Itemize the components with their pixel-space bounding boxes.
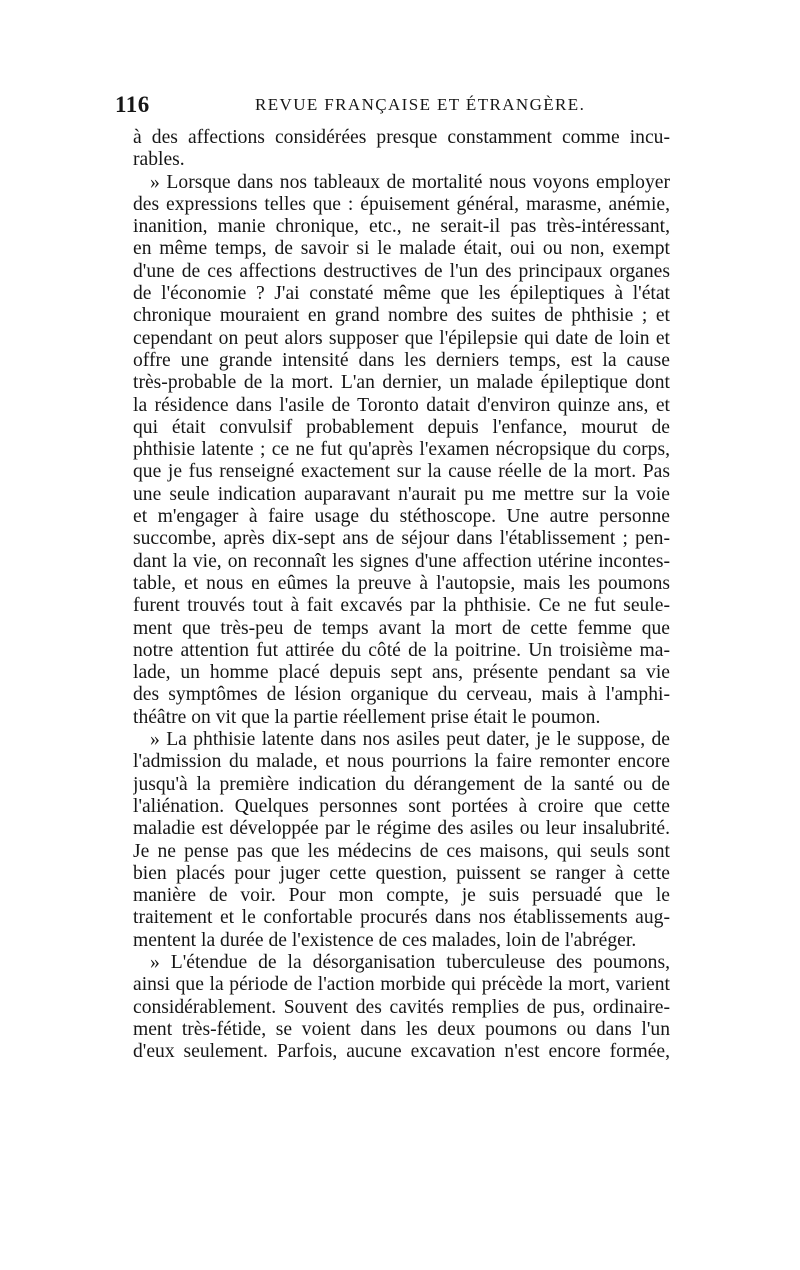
text-line: manière de voir. Pour mon compte, je suis persuadé que le [133,885,670,907]
text-line: bien placés pour juger cette question, puissent se ranger à cette [133,862,670,884]
page-number: 116 [115,92,150,117]
text-line: ainsi que la période de l'action morbide qui précède la mort, varient [133,974,670,996]
text-line: la résidence dans l'asile de Toronto datait d'environ quinze ans, et [133,394,670,416]
text-line: inanition, manie chronique, etc., ne serait-il pas très-intéressant, [133,216,670,238]
text-line: » L'étendue de la désorganisation tuberculeuse des poumons, [150,951,670,973]
text-line: ment très-fétide, se voient dans les deux poumons ou dans l'un [133,1018,670,1040]
text-line: de l'économie ? J'ai constaté même que les épileptiques à l'état [133,283,670,305]
text-line: et m'engager à faire usage du stéthoscope. Une autre personne [133,506,670,528]
text-line: succombe, après dix-sept ans de séjour dans l'établissement ; pen- [133,528,670,550]
running-head [115,92,685,122]
text-line: à des affections considérées presque constamment comme incu- [133,127,670,148]
text-line: très-probable de la mort. L'an dernier, un malade épileptique dont [133,372,670,394]
text-line: qui était convulsif probablement depuis l'enfance, mourut de [133,416,670,438]
text-line: considérablement. Souvent des cavités remplies de pus, ordinaire- [133,996,670,1018]
text-line: des expressions telles que : épuisement général, marasme, anémie, [133,193,670,215]
text-line: théâtre on vit que la partie réellement prise était le poumon. [133,706,601,728]
text-line: Je ne pense pas que les médecins de ces maisons, qui seuls sont [133,840,670,862]
text-line: chronique mouraient en grand nombre des suites de phthisie ; et [133,305,670,327]
text-line: offre une grande intensité dans les derniers temps, est la cause [133,349,670,371]
text-line: maladie est développée par le régime des asiles ou leur insalubrité. [133,818,670,840]
text-line: en même temps, de savoir si le malade était, oui ou non, exempt [133,238,670,260]
journal-title: REVUE FRANÇAISE ET ÉTRANGÈRE. [255,95,586,114]
text-line: lade, un homme placé depuis sept ans, présente pendant sa vie [133,662,670,684]
text-line: jusqu'à la première indication du dérangement de la santé ou de [133,773,670,795]
text-line: phthisie latente ; ce ne fut qu'après l'examen nécropsique du corps, [133,439,670,461]
text-line: mentent la durée de l'existence de ces malades, loin de l'abréger. [133,929,637,951]
text-line: une seule indication auparavant n'aurait pu me mettre sur la voie [133,483,670,505]
text-line: » Lorsque dans nos tableaux de mortalité nous voyons employer [150,171,670,193]
text-line: traitement et le confortable procurés dans nos établissements aug- [133,907,670,929]
text-line: furent trouvés tout à fait excavés par la phthisie. Ce ne fut seule- [133,595,670,617]
text-line: » La phthisie latente dans nos asiles peut dater, je le suppose, de [150,729,670,751]
text-line: dant la vie, on reconnaît les signes d'une affection utérine incontes- [133,550,670,572]
text-line: l'aliénation. Quelques personnes sont portées à croire que cette [133,795,670,817]
text-line: d'une de ces affections destructives de l'un des principaux organes [133,260,670,282]
text-line: que je fus renseigné exactement sur la cause réelle de la mort. Pas [133,461,670,483]
text-line: notre attention fut attirée du côté de la poitrine. Un troisième ma- [133,639,670,661]
text-line: des symptômes de lésion organique du cerveau, mais à l'amphi- [133,684,670,706]
text-line: l'admission du malade, et nous pourrions la faire remonter encore [133,751,670,773]
text-line: rables. [133,149,185,171]
text-line: ment que très-peu de temps avant la mort de cette femme que [133,617,670,639]
text-line: cependant on peut alors supposer que l'épilepsie qui date de loin et [133,327,670,349]
body-text [133,127,670,1063]
text-line: table, et nous en eûmes la preuve à l'autopsie, mais les poumons [133,572,670,594]
text-line: d'eux seulement. Parfois, aucune excavation n'est encore formée, [133,1041,670,1063]
